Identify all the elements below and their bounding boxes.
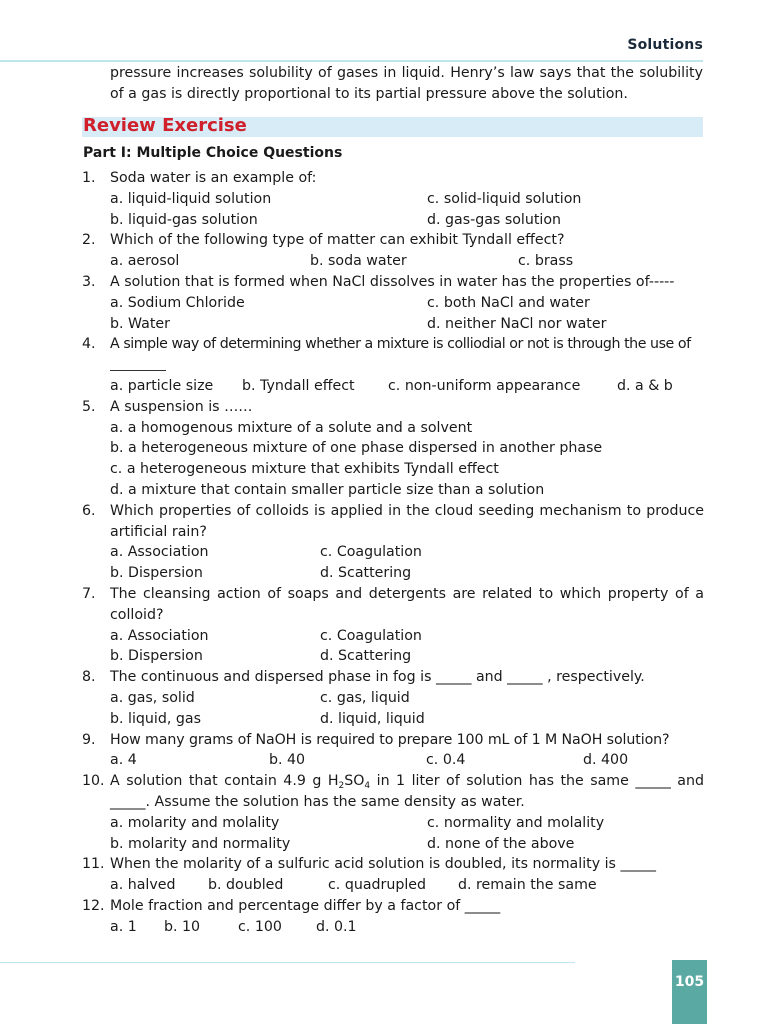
option: a. Association bbox=[110, 544, 209, 561]
page-number-tab bbox=[672, 960, 707, 1024]
question-8 bbox=[82, 667, 704, 729]
option: d. neither NaCl nor water bbox=[427, 315, 607, 332]
option: a. halved bbox=[110, 877, 176, 894]
question-text: The cleansing action of soaps and detergents are related to which property of a colloid? bbox=[110, 585, 704, 623]
question-text: Soda water is an example of: bbox=[110, 170, 317, 186]
option: d. remain the same bbox=[458, 877, 597, 894]
option: b. 10 bbox=[164, 918, 201, 935]
option: b. liquid-gas solution bbox=[110, 211, 258, 228]
question-number: 2. bbox=[82, 232, 96, 249]
section-title: Review Exercise bbox=[83, 115, 247, 136]
question-number: 11. bbox=[82, 856, 105, 873]
option: b. Water bbox=[110, 315, 170, 332]
option: a. particle size bbox=[110, 377, 214, 394]
question-number: 8. bbox=[82, 669, 96, 686]
question-text: The continuous and dispersed phase in fog is _____ and _____ , respectively. bbox=[110, 669, 645, 686]
running-header-title: Solutions bbox=[627, 37, 703, 53]
answer-blank bbox=[110, 355, 704, 376]
header-rule bbox=[0, 60, 703, 62]
question-text-part: in 1 liter of solution has the same _____ and _____. Assume the solution has the same density as water. bbox=[110, 773, 704, 810]
option: b. 40 bbox=[269, 752, 306, 769]
question-number: 6. bbox=[82, 502, 96, 519]
question-11 bbox=[82, 854, 704, 896]
question-number: 9. bbox=[82, 731, 96, 748]
option: d. a & b bbox=[617, 377, 673, 394]
option: c. 0.4 bbox=[426, 752, 466, 769]
option: a. 4 bbox=[110, 752, 137, 769]
question-1 bbox=[82, 168, 704, 230]
option: b. liquid, gas bbox=[110, 710, 201, 727]
option: c. 100 bbox=[238, 918, 282, 935]
question-text: How many grams of NaOH is required to prepare 100 mL of 1 M NaOH solution? bbox=[110, 731, 670, 748]
question-number: 4. bbox=[82, 336, 96, 353]
option: d. none of the above bbox=[427, 835, 575, 852]
option: c. quadrupled bbox=[328, 877, 427, 894]
option: a. molarity and molality bbox=[110, 814, 280, 831]
question-text: A suspension is …… bbox=[110, 398, 253, 415]
part-title: Part I: Multiple Choice Questions bbox=[83, 145, 343, 161]
option: b. soda water bbox=[310, 253, 407, 270]
question-text: Which of the following type of matter can exhibit Tyndall effect? bbox=[110, 232, 565, 249]
question-number: 10. bbox=[82, 773, 105, 790]
option: b. a heterogeneous mixture of one phase dispersed in another phase bbox=[110, 440, 603, 457]
question-number: 5. bbox=[82, 398, 96, 415]
option: a. a homogenous mixture of a solute and a solvent bbox=[110, 419, 473, 436]
page-number: 105 bbox=[674, 974, 705, 990]
option: a. Association bbox=[110, 627, 209, 644]
option: c. Coagulation bbox=[320, 627, 422, 644]
question-7 bbox=[82, 584, 704, 667]
option: b. doubled bbox=[208, 877, 284, 894]
question-number: 3. bbox=[82, 273, 96, 290]
question-6 bbox=[82, 501, 704, 584]
question-5 bbox=[82, 397, 704, 501]
option: d. a mixture that contain smaller particle size than a solution bbox=[110, 481, 545, 498]
intro-paragraph: pressure increases solubility of gases in liquid. Henry’s law says that the solubility of a gas is directly proportional to its partial pressure above the solution. bbox=[110, 65, 703, 102]
option: d. Scattering bbox=[320, 648, 412, 665]
question-10 bbox=[82, 771, 704, 854]
question-text-part: A solution that contain 4.9 g H bbox=[110, 773, 339, 790]
question-number: 7. bbox=[82, 585, 96, 602]
option: c. solid-liquid solution bbox=[427, 190, 582, 207]
option: c. normality and molality bbox=[427, 814, 605, 831]
option: d. liquid, liquid bbox=[320, 710, 425, 727]
option: a. liquid-liquid solution bbox=[110, 190, 272, 207]
question-9 bbox=[82, 730, 704, 772]
option: b. molarity and normality bbox=[110, 835, 291, 852]
subscript: 4 bbox=[364, 781, 371, 792]
option: c. brass bbox=[518, 253, 574, 270]
option: b. Dispersion bbox=[110, 648, 203, 665]
option: a. gas, solid bbox=[110, 689, 195, 706]
option: c. both NaCl and water bbox=[427, 294, 590, 311]
option: c. non-uniform appearance bbox=[388, 377, 581, 394]
option: d. 0.1 bbox=[316, 918, 357, 935]
question-text: Mole fraction and percentage differ by a factor of _____ bbox=[110, 897, 501, 914]
subscript: 2 bbox=[338, 781, 345, 792]
question-number: 1. bbox=[82, 170, 96, 186]
footer-rule bbox=[0, 962, 575, 963]
question-number: 12. bbox=[82, 897, 105, 914]
option: c. Coagulation bbox=[320, 544, 422, 561]
question-text: A solution that is formed when NaCl dissolves in water has the properties of----- bbox=[110, 273, 675, 290]
question-2 bbox=[82, 230, 704, 272]
option: c. gas, liquid bbox=[320, 689, 410, 706]
question-text bbox=[110, 771, 704, 813]
question-text: A simple way of determining whether a mixture is colliodial or not is through the use of bbox=[110, 336, 691, 353]
option: d. 400 bbox=[583, 752, 629, 769]
question-4 bbox=[82, 334, 704, 396]
question-3 bbox=[82, 272, 704, 334]
option: c. a heterogeneous mixture that exhibits Tyndall effect bbox=[110, 461, 499, 478]
question-text-part: SO bbox=[344, 773, 365, 790]
option: a. Sodium Chloride bbox=[110, 294, 245, 311]
option: b. Tyndall effect bbox=[242, 377, 355, 394]
question-text: When the molarity of a sulfuric acid solution is doubled, its normality is _____ bbox=[110, 856, 656, 873]
option: d. Scattering bbox=[320, 565, 412, 582]
question-12 bbox=[82, 896, 704, 938]
option: d. gas-gas solution bbox=[427, 211, 562, 228]
question-text: Which properties of colloids is applied in the cloud seeding mechanism to produce artificial rain? bbox=[110, 502, 704, 540]
option: b. Dispersion bbox=[110, 565, 203, 582]
option: a. 1 bbox=[110, 918, 137, 935]
question-list bbox=[82, 168, 704, 937]
option: a. aerosol bbox=[110, 253, 180, 270]
